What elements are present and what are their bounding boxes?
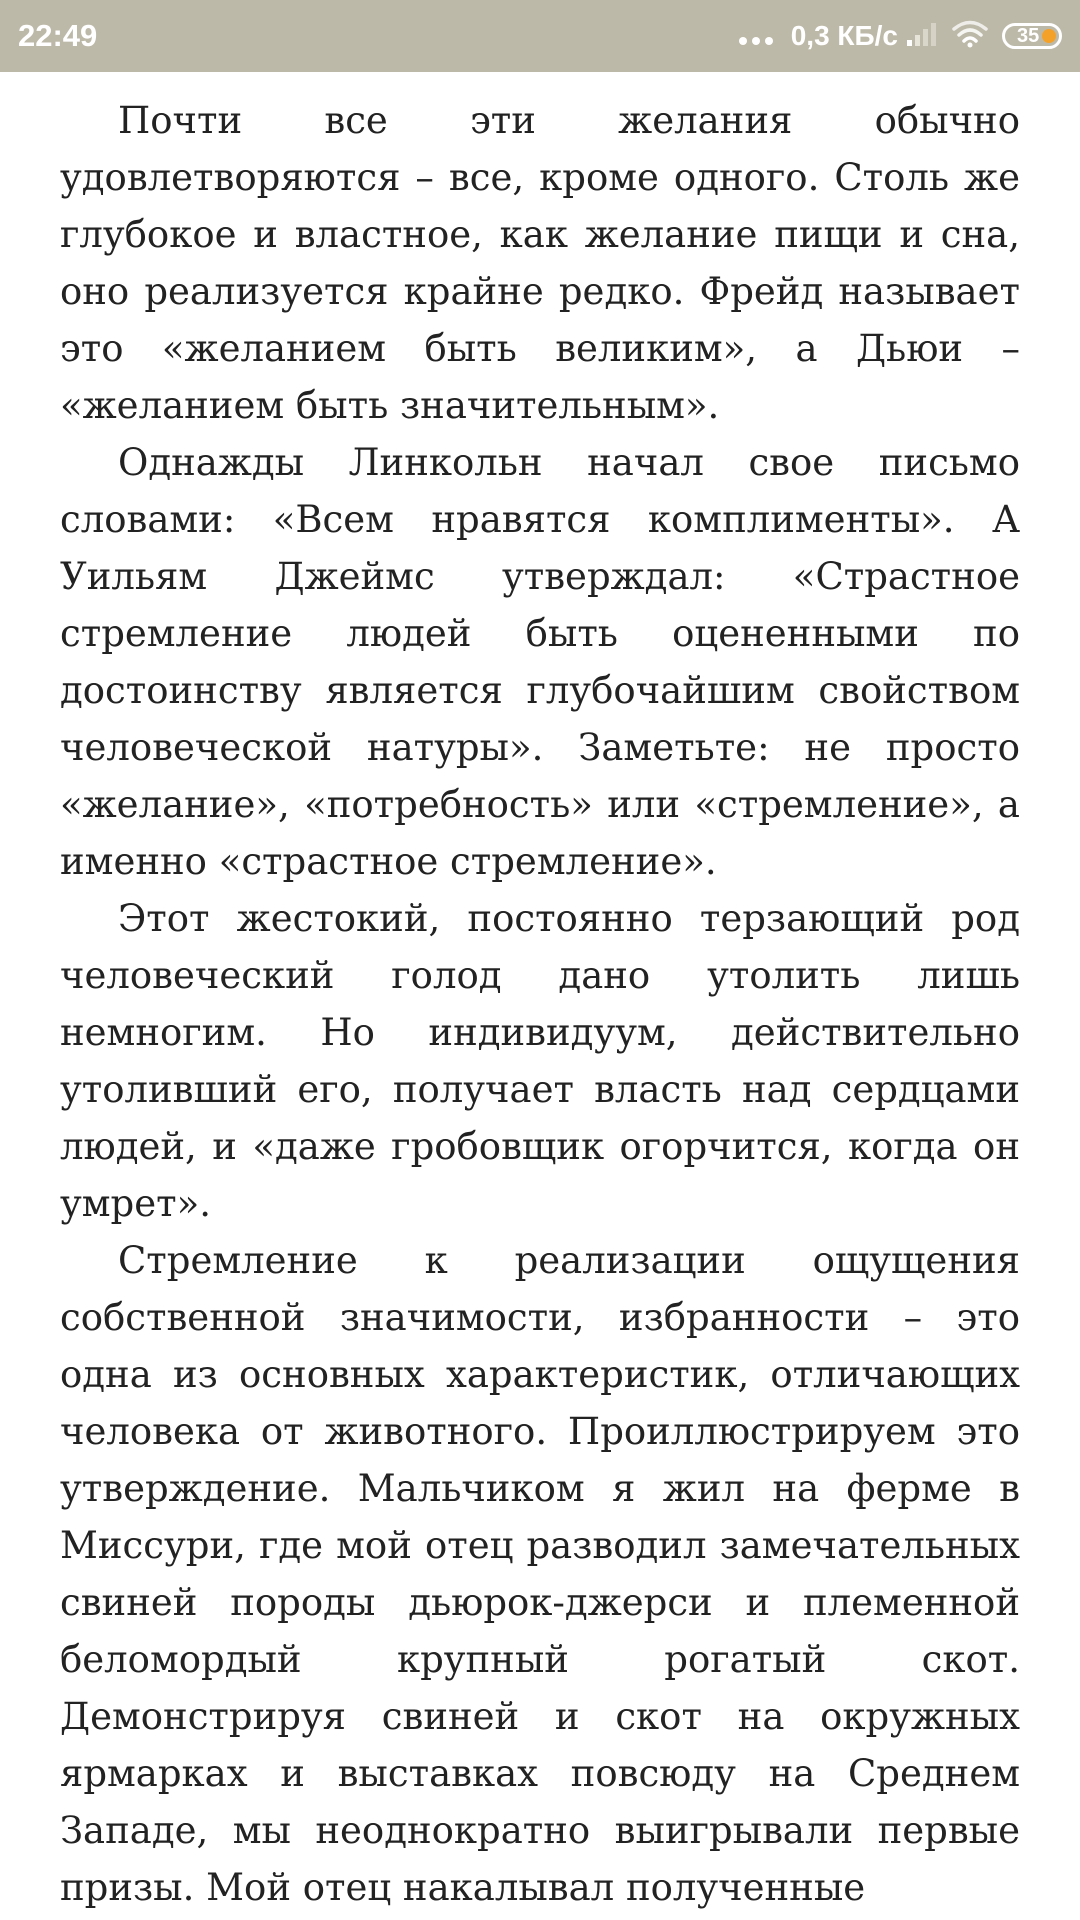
paragraph: Этот жестокий, постоянно терзающий род человеческий голод дано утолить лишь немногим. Но индивидуум, действительно утоливший его, получает власть над сердцами людей, и «даже гробовщик огорчится, когда он умрет».	[60, 897, 1020, 1225]
battery-icon	[1002, 23, 1062, 49]
status-time: 22:49	[18, 18, 98, 53]
status-icons	[739, 0, 1062, 72]
battery-level: 35	[1017, 25, 1040, 47]
signal-icon	[906, 21, 940, 52]
wifi-icon	[952, 20, 988, 53]
paragraph: Почти все эти желания обычно удовлетворяются – все, кроме одного. Столь же глубокое и властное, как желание пищи и сна, оно реализуется крайне редко. Фрейд называет это «желанием быть великим», а Дьюи – «желанием быть значительным».	[60, 99, 1020, 427]
paragraph: Однажды Линкольн начал свое письмо словами: «Всем нравятся комплименты». А Уильям Джеймс утверждал: «Страстное стремление людей быть оцененными по достоинству является глубочайшим свойством человеческой натуры». Заметьте: не просто «желание», «потребность» или «стремление», а именно «страстное стремление».	[60, 441, 1020, 883]
reader-page[interactable]	[60, 92, 1020, 1916]
more-dots-icon	[739, 37, 773, 45]
network-speed: 0,3 КБ/с	[790, 20, 898, 51]
status-bar	[0, 0, 1080, 72]
paragraph: Стремление к реализации ощущения собственной значимости, избранности – это одна из основных характеристик, отличающих человека от животного. Проиллюстрируем это утверждение. Мальчиком я жил на ферме в Миссури, где мой отец разводил замечательных свиней породы дьюрок-джерси и племенной беломордый крупный рогатый скот. Демонстрируя свиней и скот на окружных ярмарках и выставках повсюду на Среднем Западе, мы неоднократно выигрывали первые призы. Мой отец накалывал полученные	[60, 1239, 1020, 1909]
battery-indicator-dot	[1042, 29, 1056, 43]
